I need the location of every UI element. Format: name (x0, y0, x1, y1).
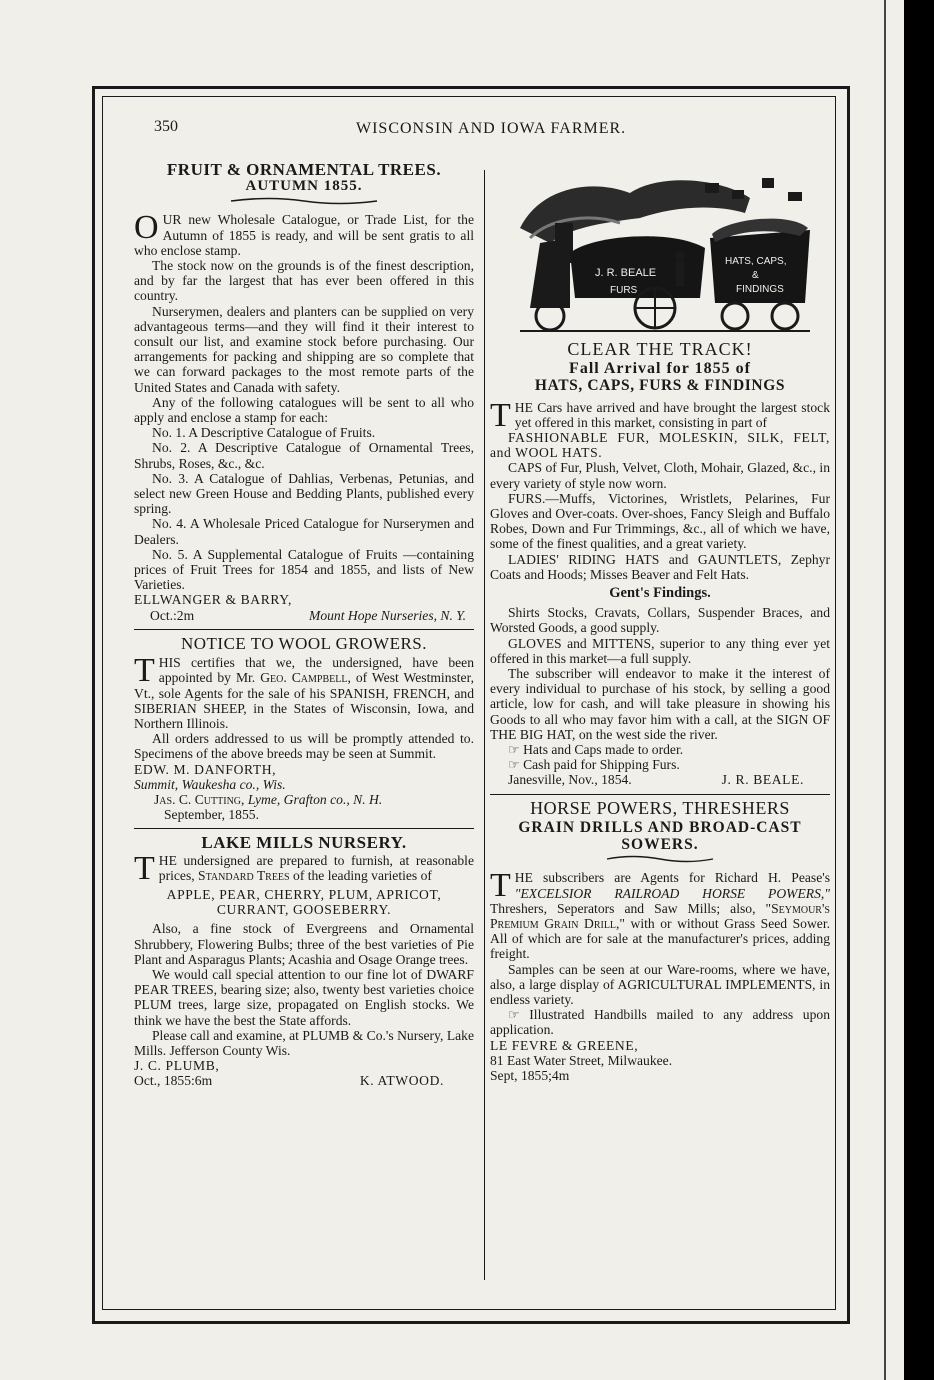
ad-paragraph: THE undersigned are prepared to furnish, at reasonable prices, Standard Trees of the leading varieties of (134, 849, 474, 887)
left-column (134, 160, 474, 1089)
ad-paragraph: FASHIONABLE FUR, MOLESKIN, SILK, FELT, and WOOL HATS. (490, 430, 830, 461)
train-sign-right-2: & (752, 270, 759, 281)
ad-paragraph: We would call special attention to our fine lot of DWARF PEAR TREES, bearing size; also, twenty best varieties choice PLUM trees, large size, propagated on English stocks. We think we have the best the State affords. (134, 966, 474, 1028)
ad-paragraph: Samples can be seen at our Ware-rooms, where we have, also, a large display of AGRICULTURAL IMPLEMENTS, in endless variety. (490, 961, 830, 1007)
ad-wool-growers (134, 633, 474, 823)
ad-paragraph: THE subscribers are Agents for Richard H. Pease's "EXCELSIOR RAILROAD HORSE POWERS," Threshers, Seperators and Saw Mills; also, "Seymour's Premium Grain Drill," with or without Grass Seed Sower. All of which are for sale at the manufacturer's prices, adding freight. (490, 867, 830, 962)
ad-subtitle: AUTUMN 1855. (245, 178, 363, 195)
ad-place: Janesville, Nov., 1854. (508, 772, 632, 788)
ad-fruit-trees (134, 162, 474, 623)
divider (134, 828, 474, 829)
ad-place: Mount Hope Nurseries, N. Y. (309, 607, 466, 623)
ad-signer: K. ATWOOD. (359, 1073, 444, 1089)
ad-paragraph: OUR new Wholesale Catalogue, or Trade List, for the Autumn of 1855 is ready, and will be sent gratis to all who enclose stamp. (134, 209, 474, 258)
second-signer: Jas. C. Cutting, Lyme, Grafton co., N. H. (154, 791, 383, 807)
ornament-swash (605, 854, 715, 864)
ad-paragraph: ☞ Illustrated Handbills mailed to any address upon application. (490, 1007, 830, 1038)
spine-line (884, 0, 886, 1380)
ad-paragraph: APPLE, PEAR, CHERRY, PLUM, APRICOT, CURRANT, GOOSEBERRY. (166, 886, 442, 918)
ad-address: 81 East Water Street, Milwaukee. (490, 1052, 673, 1068)
ad-place: Summit, Waukesha co., Wis. (134, 776, 286, 792)
ad-footer (490, 772, 830, 787)
ad-title: NOTICE TO WOOL GROWERS. (180, 633, 428, 653)
ad-paragraph: The subscriber will endeavor to make it the interest of every individual to purchase of his stock, by selling a good article, low for cash, and will take pleasure in showing his Goods to all who may favor him with a call, at the SIGN OF THE BIG HAT, on the west side the river. (490, 666, 830, 742)
catalogue-item: No. 5. A Supplemental Catalogue of Fruits —containing prices of Fruit Trees for 1854 and 1855, and lists of New Varieties. (134, 546, 474, 593)
ornament-swash (229, 196, 379, 206)
drop-cap: T (490, 867, 511, 905)
train-sign-right: HATS, CAPS, (725, 256, 787, 267)
ad-paragraph: All orders addressed to us will be promptly attended to. Specimens of the above breeds may be seen at Summit. (134, 731, 474, 762)
ad-subtitle: HATS, CAPS, FURS & FINDINGS (534, 377, 786, 395)
drop-cap: T (490, 396, 511, 434)
drop-cap: T (134, 652, 155, 690)
train-sign-left-2: FURS (610, 285, 638, 296)
train-sign-right-3: FINDINGS (736, 284, 784, 295)
catalogue-item: No. 4. A Wholesale Priced Catalogue for Nurserymen and Dealers. (134, 516, 474, 547)
catalogue-item: No. 2. A Descriptive Catalogue of Ornamental Trees, Shrubs, Roses, &c., &c. (134, 440, 474, 471)
drop-cap: T (134, 849, 155, 887)
ad-paragraph: Please call and examine, at PLUMB & Co.'s Nursery, Lake Mills. Jefferson County Wis. (134, 1027, 474, 1058)
catalogue-item: No. 1. A Descriptive Catalogue of Fruits. (152, 425, 376, 441)
ad-date: September, 1855. (164, 807, 259, 823)
drop-cap: O (134, 209, 159, 247)
ad-lake-mills (134, 835, 474, 1088)
ad-title: HORSE POWERS, THRESHERS (530, 797, 790, 818)
pointing-hand-icon: ☞ (508, 757, 520, 773)
ad-hats (490, 168, 830, 788)
divider (134, 629, 474, 630)
ad-footer (134, 608, 474, 623)
train-sign-left: J. R. BEALE (595, 267, 657, 279)
ad-title: FRUIT & ORNAMENTAL TREES. (166, 160, 442, 179)
ad-headline: CLEAR THE TRACK! (567, 339, 753, 359)
ad-paragraph: LADIES' RIDING HATS and GAUNTLETS, Zephyr Coats and Hoods; Misses Beaver and Felt Hats. (490, 551, 830, 582)
ad-paragraph: Any of the following catalogues will be sent to all who apply and enclose a stamp for each: (134, 394, 474, 426)
ad-signer: J. R. BEALE. (721, 772, 804, 788)
section-heading: Gent's Findings. (609, 585, 711, 602)
pointing-hand-icon: ☞ (508, 1007, 520, 1023)
ad-signer: J. C. PLUMB, (134, 1058, 220, 1074)
running-title: WISCONSIN AND IOWA FARMER. (356, 120, 627, 137)
ad-note: ☞ Cash paid for Shipping Furs. (508, 757, 680, 773)
scan-edge (904, 0, 934, 1380)
ad-paragraph: Also, a fine stock of Evergreens and Ornamental Shrubbery, Flowering Bulbs; three of the best varieties of Pie Plant and Asparagus Plants; Acashia and Osage Orange trees. (134, 921, 474, 967)
ad-paragraph: Shirts Stocks, Cravats, Collars, Suspender Braces, and Worsted Goods, a good supply. (490, 605, 830, 636)
ad-paragraph: GLOVES and MITTENS, superior to any thing ever yet offered in this market—a full supply. (490, 635, 830, 666)
ad-footer (134, 1073, 474, 1088)
ad-note: ☞ Hats and Caps made to order. (508, 742, 684, 758)
ad-paragraph: THE Cars have arrived and have brought the largest stock yet offered in this market, consisting in part of (490, 396, 830, 434)
ad-title: LAKE MILLS NURSERY. (201, 833, 407, 853)
ad-paragraph: THIS certifies that we, the undersigned, have been appointed by Mr. Geo. Campbell, of West Westminster, Vt., sole Agents for the sale of his SPANISH, FRENCH, and SIBERIAN SHEEP, in the States of Wisconsin, Iowa, and Northern Illinois. (134, 652, 474, 731)
ad-subtitle: GRAIN DRILLS AND BROAD-CAST (518, 818, 802, 836)
right-column (484, 160, 830, 1083)
catalogue-item: No. 3. A Catalogue of Dahlias, Verbenas, Petunias, and select new Green House and Bedding Plants, published every spring. (134, 470, 474, 517)
date-code: Sept, 1855;4m (490, 1067, 570, 1083)
ad-horse-powers (490, 797, 830, 1083)
train-illustration (500, 168, 810, 338)
ad-paragraph: The stock now on the grounds is of the finest description, and by far the largest that has ever been offered in this country. (134, 258, 474, 304)
ad-paragraph: CAPS of Fur, Plush, Velvet, Cloth, Mohair, Glazed, &c., in every variety of style now worn. (490, 460, 830, 491)
date-code: Oct.:2m (150, 607, 195, 623)
ad-subtitle: Fall Arrival for 1855 of (569, 360, 751, 378)
divider (490, 794, 830, 795)
ad-subtitle: SOWERS. (621, 836, 699, 854)
ad-signer: ELLWANGER & BARRY, (134, 592, 292, 608)
date-code: Oct., 1855:6m (134, 1073, 213, 1089)
pointing-hand-icon: ☞ (508, 742, 520, 758)
ad-paragraph: Nurserymen, dealers and planters can be supplied on very advantageous terms—and they will find it their interest to consult our list, and examine stock before purchasing. Our arrangements for packing and shipping are so complete that we can forward packages to the most remote parts of the United States and Canada with safety. (134, 303, 474, 395)
ad-signer: EDW. M. DANFORTH, (134, 761, 277, 777)
ad-paragraph: FURS.—Muffs, Victorines, Wristlets, Pelarines, Fur Gloves and Over-coats. Over-shoes, Fancy Sleigh and Buffalo Robes, Down and Fur Trimmings, &c., all of which we have, some of the finest qualities, and a great variety. (490, 490, 830, 552)
ad-signer: LE FEVRE & GREENE, (490, 1037, 639, 1053)
page-number: 350 (154, 118, 178, 135)
